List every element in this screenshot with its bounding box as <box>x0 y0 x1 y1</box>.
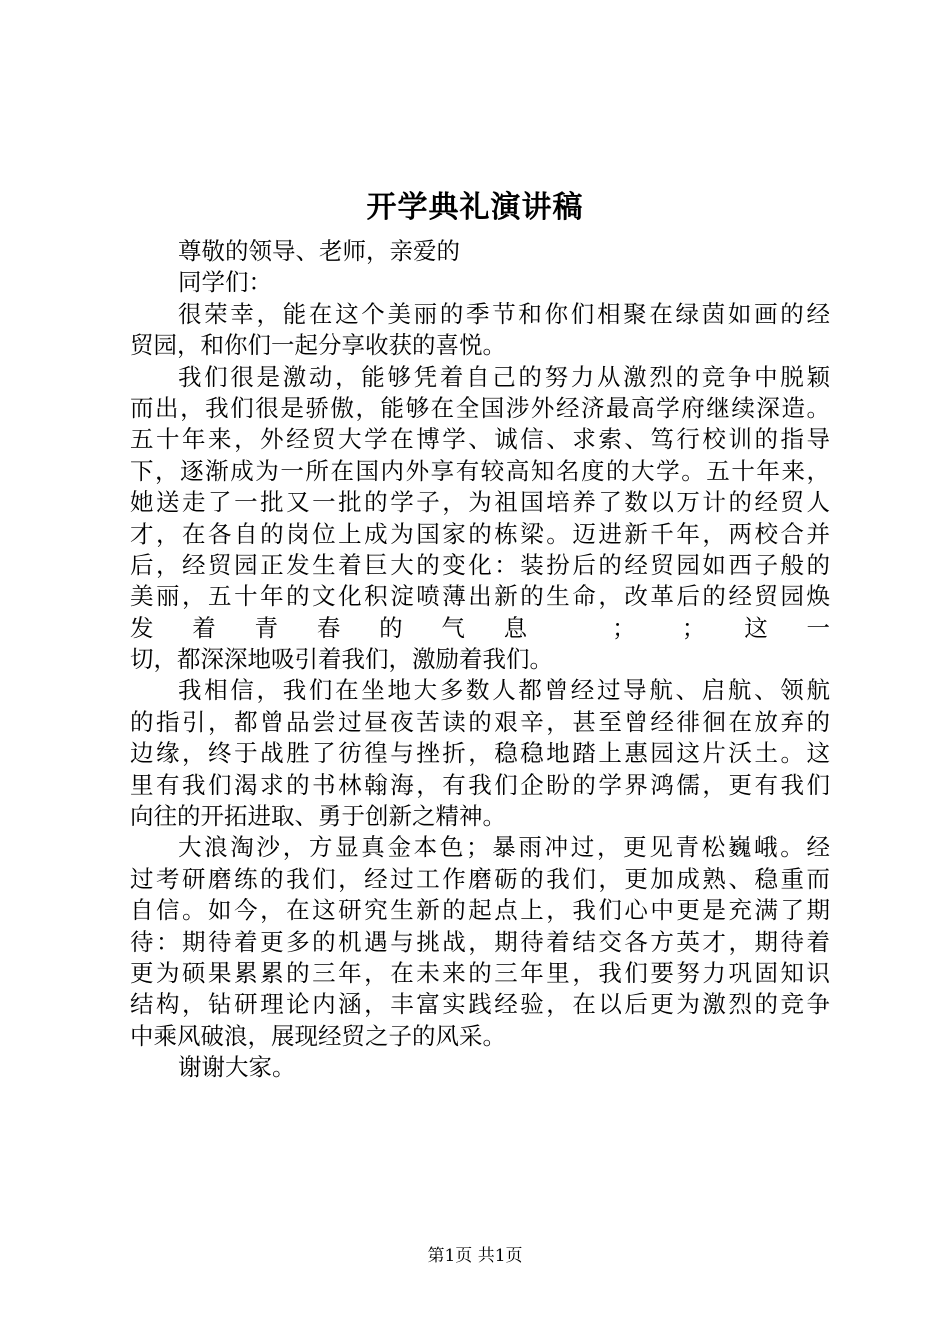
text-line: 中乘风破浪，展现经贸之子的风采。 <box>130 1021 506 1050</box>
text-line: 大浪淘沙，方显真金本色；暴雨冲过，更见青松巍峨。经 <box>178 833 830 862</box>
text-line: 贸园，和你们一起分享收获的喜悦。 <box>130 331 506 360</box>
text-line: 的指引，都曾品尝过昼夜苦读的艰辛，甚至曾经徘徊在放弃的 <box>130 707 830 736</box>
text-line: 里有我们渴求的书林翰海，有我们企盼的学界鸿儒，更有我们 <box>130 770 830 799</box>
text-line: 自信。如今，在这研究生新的起点上，我们心中更是充满了期 <box>130 896 830 925</box>
text-line: 同学们： <box>178 268 272 297</box>
text-line: 更为硕果累累的三年，在未来的三年里，我们要努力巩固知识 <box>130 958 830 987</box>
text-line: 我们很是激动，能够凭着自己的努力从激烈的竞争中脱颖 <box>178 362 830 391</box>
text-line: 她送走了一批又一批的学子，为祖国培养了数以万计的经贸人 <box>130 488 830 517</box>
text-line: 切，都深深地吸引着我们，激励着我们。 <box>130 645 553 674</box>
text-line: 五十年来，外经贸大学在博学、诚信、求索、笃行校训的指导 <box>130 425 830 454</box>
text-line: 待：期待着更多的机遇与挑战，期待着结交各方英才，期待着 <box>130 927 830 956</box>
text-line: 美丽，五十年的文化积淀喷薄出新的生命，改革后的经贸园焕 <box>130 582 830 611</box>
text-line: 下，逐渐成为一所在国内外享有较高知名度的大学。五十年来， <box>130 456 830 485</box>
text-line: 结构，钻研理论内涵，丰富实践经验，在以后更为激烈的竞争 <box>130 990 830 1019</box>
text-line: 过考研磨练的我们，经过工作磨砺的我们，更加成熟、稳重而 <box>130 864 830 893</box>
text-line: 边缘，终于战胜了彷徨与挫折，稳稳地踏上惠园这片沃土。这 <box>130 739 830 768</box>
text-line: 很荣幸，能在这个美丽的季节和你们相聚在绿茵如画的经 <box>178 299 830 328</box>
text-line: 后，经贸园正发生着巨大的变化：装扮后的经贸园如西子般的 <box>130 550 830 579</box>
text-line: 而出，我们很是骄傲，能够在全国涉外经济最高学府继续深造。 <box>130 393 830 422</box>
text-line: 发着青春的气息 ； ；这一 <box>130 613 830 642</box>
text-line: 谢谢大家。 <box>178 1053 296 1082</box>
text-line: 我相信，我们在坐地大多数人都曾经过导航、启航、领航 <box>178 676 830 705</box>
text-line: 才，在各自的岗位上成为国家的栋梁。迈进新千年，两校合并 <box>130 519 830 548</box>
text-line: 向往的开拓进取、勇于创新之精神。 <box>130 802 506 831</box>
document-title: 开学典礼演讲稿 <box>366 190 584 225</box>
text-line: 尊敬的领导、老师，亲爱的 <box>178 237 460 265</box>
document-body <box>130 236 830 1084</box>
page-footer: 第1页 共1页 <box>427 1246 523 1266</box>
